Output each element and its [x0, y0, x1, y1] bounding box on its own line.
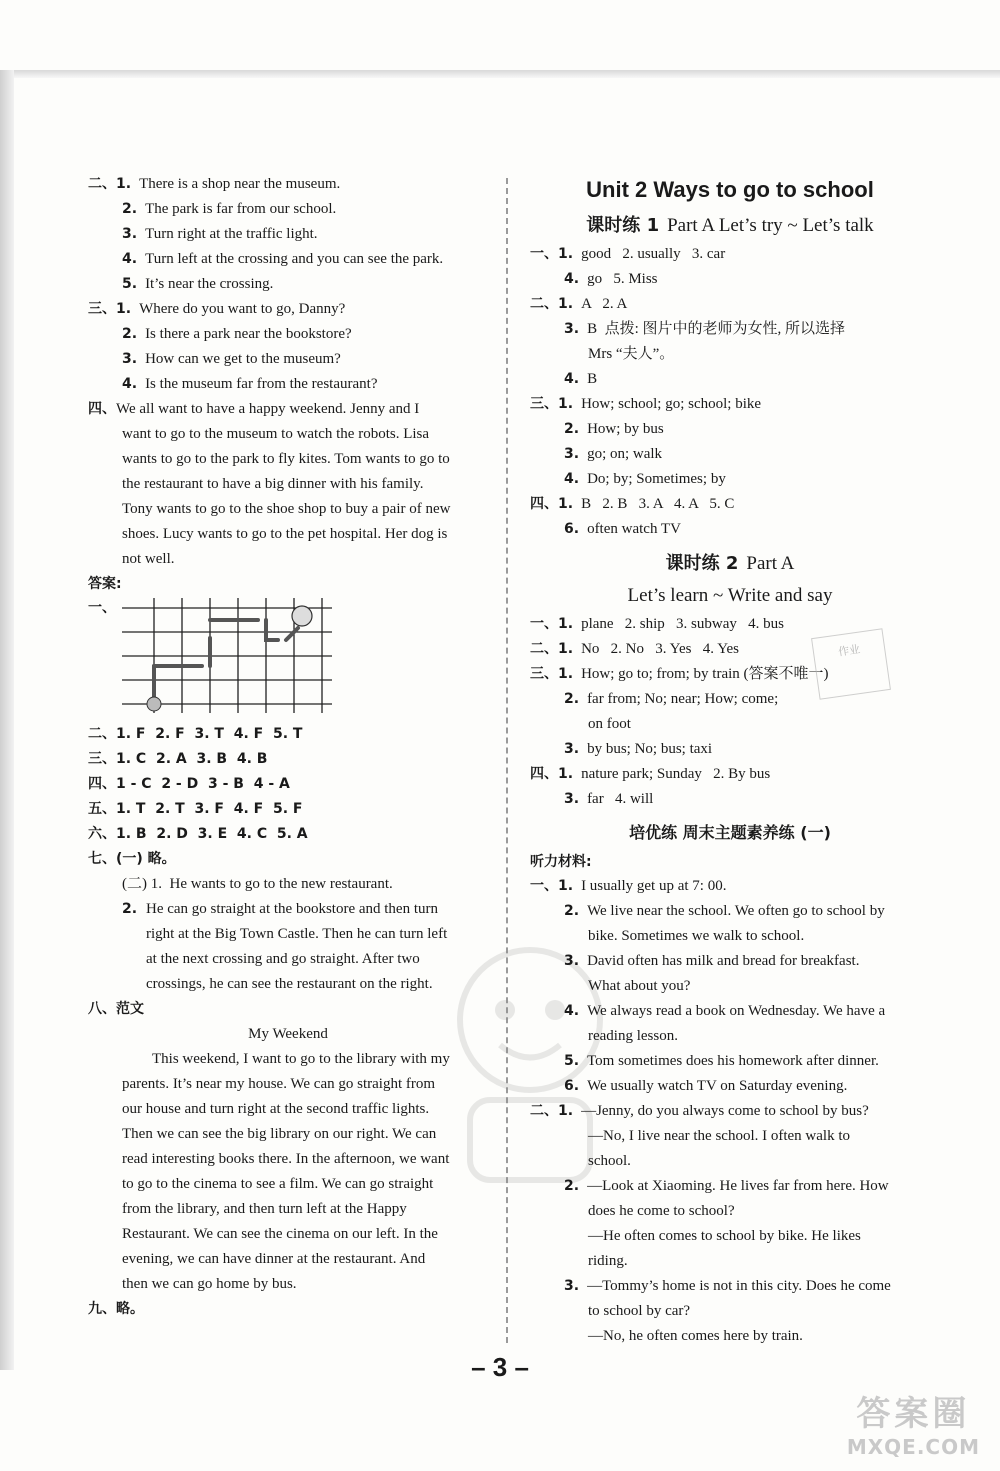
item-text: —He often comes to school by bike. He likes [588, 1228, 861, 1244]
item-number: 3. [122, 351, 138, 367]
answer-line [530, 737, 930, 762]
item-number: 2. [122, 326, 138, 342]
answer-line [88, 322, 488, 347]
section-number: 一、 [88, 600, 116, 616]
answer-line [530, 1199, 930, 1224]
answer-line [530, 1099, 930, 1124]
answer-line [530, 1124, 930, 1149]
answer-line [88, 197, 488, 222]
answer-line [530, 999, 930, 1024]
item-text: does he come to school? [588, 1203, 735, 1219]
unit-title: Unit 2 Ways to go to school [586, 177, 874, 202]
answer-line [530, 1149, 930, 1174]
answer-line [530, 949, 930, 974]
item-number: 6. [564, 1078, 580, 1094]
answer-key-line: 三、1. C 2. A 3. B 4. B [88, 751, 268, 767]
item-number: 一、1. [530, 878, 574, 894]
item-number: 3. [564, 446, 580, 462]
item-text: nature park; Sunday 2. By bus [581, 766, 771, 782]
item-number: 4. [122, 251, 138, 267]
answer-line [530, 712, 930, 737]
item-number: 二、1. [530, 296, 574, 312]
paragraph-line: crossings, he can see the restaurant on the right. [146, 976, 433, 992]
answer-line [530, 417, 930, 442]
item-text: No 2. No 3. Yes 4. Yes [581, 641, 740, 657]
essay-line: parents. It’s near my house. We can go straight from [122, 1076, 436, 1092]
item-number: 2. [564, 903, 580, 919]
s9: 九、略。 [88, 1301, 144, 1317]
item-text: —Look at Xiaoming. He lives far from here. How [587, 1178, 889, 1194]
answer-line [530, 267, 930, 292]
item-number: 4. [564, 1003, 580, 1019]
answer-line [88, 247, 488, 272]
answer-line [530, 1224, 930, 1249]
watermark-url: MXQE.COM [846, 1435, 980, 1459]
item-number: 二、1. [88, 176, 132, 192]
paragraph-line: wants to go to the park to fly kites. Tom wants to go to [122, 451, 450, 467]
item-text: —No, I live near the school. I often walk to [588, 1128, 851, 1144]
item-text: The park is far from our school. [145, 201, 337, 217]
answer-line [530, 1324, 930, 1349]
answer-line [530, 1274, 930, 1299]
answer-line [530, 392, 930, 417]
item-number: 一、1. [530, 616, 574, 632]
item-text: often watch TV [587, 521, 681, 537]
item-text: It’s near the crossing. [145, 276, 274, 292]
item-number: 二、1. [530, 641, 574, 657]
answer-line [530, 1174, 930, 1199]
answer-line [530, 292, 930, 317]
answer-key-line: 七、(一) 略。 [88, 851, 176, 867]
item-text: How; go to; from; by train (答案不唯一) [581, 666, 829, 682]
item-text: We always read a book on Wednesday. We have a [587, 1003, 886, 1019]
item-text: David often has milk and bread for breakfast. [587, 953, 860, 969]
item-text: There is a shop near the museum. [139, 176, 341, 192]
item-text: good 2. usually 3. car [581, 246, 726, 262]
item-number: 一、1. [530, 246, 574, 262]
item-number: 四、1. [530, 766, 574, 782]
stamp-mark [811, 628, 891, 699]
item-text: We live near the school. We often go to school by [587, 903, 885, 919]
item-number: 三、1. [88, 301, 132, 317]
item-number: 三、1. [530, 396, 574, 412]
item-number: 2. [564, 691, 580, 707]
item-number: 二、1. [530, 1103, 574, 1119]
item-text: to school by car? [588, 1303, 691, 1319]
page-left-edge [0, 70, 14, 1370]
answer-line [530, 517, 930, 542]
item-text: go 5. Miss [587, 271, 658, 287]
item-number: 3. [564, 791, 580, 807]
item-text: How can we get to the museum? [145, 351, 341, 367]
item-text: Mrs “夫人”。 [588, 346, 675, 362]
s8-label: 八、范文 [88, 1001, 144, 1017]
item-text: I usually get up at 7: 00. [581, 878, 727, 894]
lesson2-title [530, 548, 930, 580]
answer-line [530, 467, 930, 492]
lesson2-en: Part A [746, 553, 795, 574]
essay-line: read interesting books there. In the afternoon, we want [122, 1151, 450, 1167]
answer-line [530, 442, 930, 467]
item-number: 5. [564, 1053, 580, 1069]
right-column [530, 172, 930, 1349]
item-number: 4. [564, 271, 580, 287]
item-number: 4. [564, 471, 580, 487]
item-number: 3. [564, 1278, 580, 1294]
item-text: school. [588, 1153, 631, 1169]
item-number: 3. [122, 226, 138, 242]
listening-label: 听力材料: [530, 854, 592, 870]
item-number: 2. [564, 421, 580, 437]
item-number: 4. [122, 376, 138, 392]
stamp-text: 作业 [837, 642, 861, 659]
item-number: 3. [564, 321, 580, 337]
item-number: 3. [564, 953, 580, 969]
item-number: 5. [122, 276, 138, 292]
paragraph-line: He can go straight at the bookstore and then turn [146, 901, 439, 917]
lesson1-title [530, 210, 930, 242]
item-text: B [587, 371, 598, 387]
answer-line [530, 1299, 930, 1324]
item-text: Is there a park near the bookstore? [145, 326, 352, 342]
answer-line [88, 272, 488, 297]
item-text: riding. [588, 1253, 628, 1269]
answer-line [530, 924, 930, 949]
paragraph-line: We all want to have a happy weekend. Jenny and I [116, 401, 420, 417]
item-text: plane 2. ship 3. subway 4. bus [581, 616, 784, 632]
item-number: 2. [122, 201, 138, 217]
answer-line [88, 347, 488, 372]
paragraph-line: right at the Big Town Castle. Then he can turn left [146, 926, 448, 942]
essay-line: This weekend, I want to go to the library with my [152, 1051, 450, 1067]
answer-line [88, 372, 488, 397]
item-text: We usually watch TV on Saturday evening. [587, 1078, 848, 1094]
answer-line [530, 787, 930, 812]
item-text: reading lesson. [588, 1028, 678, 1044]
lesson2-zh: 课时练 2 [665, 553, 739, 574]
item-text: Is the museum far from the restaurant? [145, 376, 378, 392]
answer-line [530, 1074, 930, 1099]
item-text: on foot [588, 716, 631, 732]
answer-line [88, 222, 488, 247]
item-text: How; school; go; school; bike [581, 396, 762, 412]
item-text: Tom sometimes does his homework after dinner. [587, 1053, 879, 1069]
answer-line [530, 492, 930, 517]
paragraph-line: the restaurant to have a big dinner with his family. [122, 476, 424, 492]
lesson2-subtitle: Let’s learn ~ Write and say [627, 585, 833, 606]
answer-key-line: 二、1. F 2. F 3. T 4. F 5. T [88, 726, 303, 742]
paragraph-line: Tony wants to go to the shoe shop to buy a pair of new [122, 501, 451, 517]
essay-line: evening, we can have dinner at the restaurant. And [122, 1251, 426, 1267]
item-number: 三、1. [530, 666, 574, 682]
page-top-edge [10, 70, 1000, 78]
item-number: 4. [564, 371, 580, 387]
item-number: 四、1. [530, 496, 574, 512]
answer-line [88, 172, 488, 197]
watermark-logo-text: 答案圈 [856, 1394, 971, 1434]
route-grid-diagram [122, 598, 332, 713]
item-text: —No, he often comes here by train. [588, 1328, 803, 1344]
answer-line [530, 242, 930, 267]
item-text: by bus; No; bus; taxi [587, 741, 713, 757]
essay-title: My Weekend [248, 1026, 328, 1042]
page-number: – 3 – [471, 1352, 529, 1382]
item-text: B 2. B 3. A 4. A 5. C [581, 496, 735, 512]
paragraph-line: shoes. Lucy wants to go to the pet hospital. Her dog is [122, 526, 448, 542]
section-number: 四、 [88, 401, 116, 417]
essay-line: to go to the cinema to see a film. We can go straight [122, 1176, 434, 1192]
essay-line: from the library, and then turn left at the Happy [122, 1201, 407, 1217]
answer-line [530, 899, 930, 924]
item-text: far 4. will [587, 791, 654, 807]
answers-label: 答案: [88, 576, 122, 592]
item-text: —Jenny, do you always come to school by bus? [581, 1103, 869, 1119]
paragraph-line: at the next crossing and go straight. After two [146, 951, 420, 967]
essay-line: our house and turn right at the second traffic lights. [122, 1101, 430, 1117]
lesson1-zh: 课时练 1 [586, 215, 660, 236]
answer-key-line: 四、1 - C 2 - D 3 - B 4 - A [88, 776, 290, 792]
answer-line [530, 1024, 930, 1049]
item-text: far from; No; near; How; come; [587, 691, 779, 707]
essay-line: Then we can see the big library on our right. We can [122, 1126, 437, 1142]
item-number: 2. [564, 1178, 580, 1194]
item-text: Where do you want to go, Danny? [139, 301, 346, 317]
paragraph-line: want to go to the museum to watch the robots. Lisa [122, 426, 430, 442]
section-4 [88, 397, 488, 422]
answer-key-line: 五、1. T 2. T 3. F 4. F 5. F [88, 801, 303, 817]
item-text: A 2. A [581, 296, 628, 312]
item-text: go; on; walk [587, 446, 663, 462]
item-text: Turn left at the crossing and you can see the park. [145, 251, 444, 267]
item-text: Do; by; Sometimes; by [587, 471, 726, 487]
answer-line [88, 297, 488, 322]
site-watermark [847, 1386, 980, 1459]
item-text: What about you? [588, 978, 691, 994]
answer-line [530, 762, 930, 787]
item-text: Turn right at the traffic light. [145, 226, 318, 242]
left-column [88, 172, 488, 1322]
lesson1-en: Part A Let’s try ~ Let’s talk [667, 215, 874, 236]
item-text: How; by bus [587, 421, 664, 437]
s7-part2: (二) 1. He wants to go to the new restaurant. [122, 876, 393, 892]
answer-line [530, 367, 930, 392]
item-text: bike. Sometimes we walk to school. [588, 928, 805, 944]
section3-title: 培优练 周末主题素养练 (一) [629, 823, 831, 842]
essay-line: then we can go home by bus. [122, 1276, 297, 1292]
item-number: 2. [122, 901, 138, 917]
answer-line [530, 874, 930, 899]
answer-line [530, 1049, 930, 1074]
item-text: B 点拨: 图片中的老师为女性, 所以选择 [587, 321, 845, 337]
answer-line [530, 974, 930, 999]
essay-line: Restaurant. We can see the cinema on our left. In the [122, 1226, 438, 1242]
answer-line [530, 317, 930, 342]
item-number: 6. [564, 521, 580, 537]
item-number: 3. [564, 741, 580, 757]
answer-line [530, 342, 930, 367]
answer-key-line: 六、1. B 2. D 3. E 4. C 5. A [88, 826, 308, 842]
item-text: —Tommy’s home is not in this city. Does he come [587, 1278, 891, 1294]
paragraph-line: not well. [122, 551, 175, 567]
answer-line [530, 1249, 930, 1274]
